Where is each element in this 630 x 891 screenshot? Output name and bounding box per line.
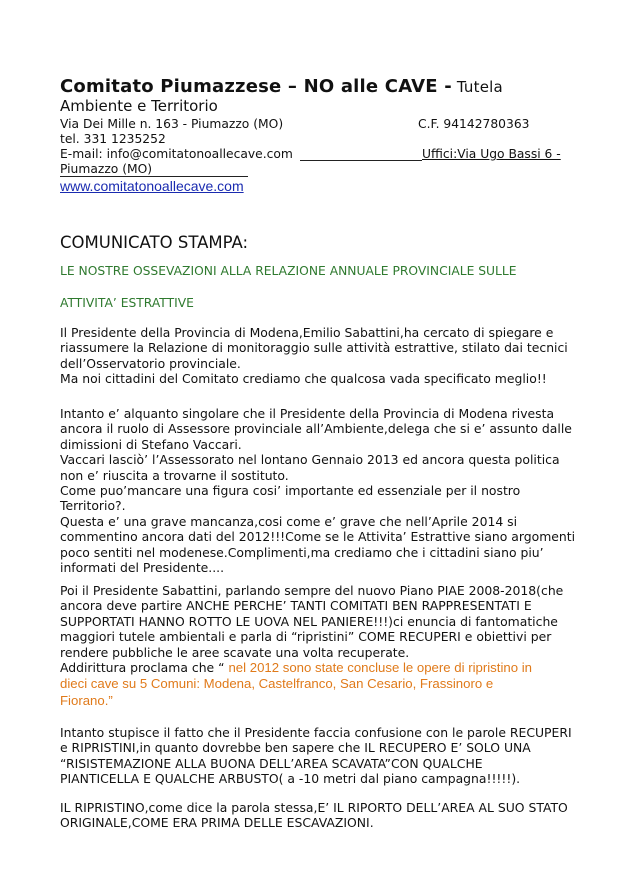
paragraph-line: dell’Osservatorio provinciale. [60, 355, 241, 371]
organization-name-bold: Comitato Piumazzese – NO alle CAVE - [60, 76, 452, 97]
paragraph-line: poco sentiti nel modenese.Complimenti,ma crediamo che i cittadini siano piu’ [60, 544, 544, 560]
subtitle-line-2: ATTIVITA’ ESTRATTIVE [60, 296, 194, 310]
paragraph-4 [60, 725, 580, 787]
phone: tel. 331 1235252 [60, 132, 166, 146]
underline-rule [300, 160, 422, 161]
office-address: Uffici:Via Ugo Bassi 6 - [422, 147, 561, 161]
paragraph-1 [60, 325, 580, 387]
underline-rule-2 [60, 176, 248, 177]
press-release-title: COMUNICATO STAMPA: [60, 233, 249, 252]
paragraph-5 [60, 800, 580, 831]
subtitle-line-1: LE NOSTRE OSSEVAZIONI ALLA RELAZIONE ANNUALE PROVINCIALE SULLE [60, 264, 517, 278]
paragraph-line: SUPPORTATI HANNO ROTTO LE UOVA NEL PANIERE!!!)ci enuncia di fantomatiche [60, 613, 558, 629]
paragraph-line: Territorio?. [60, 498, 126, 514]
quote-highlight: Fiorano.” [60, 693, 113, 709]
paragraph-line: ancora il ruolo di Assessore provinciale all’Ambiente,delega che si e’ assunto dalle [60, 421, 572, 437]
organization-name [60, 76, 503, 97]
email[interactable]: E-mail: info@comitatonoallecave.com [60, 147, 293, 161]
quote-highlight: dieci cave su 5 Comuni: Modena, Castelfranco, San Cesario, Frassinoro e [60, 676, 494, 692]
paragraph-2 [60, 406, 580, 575]
paragraph-line: Questa e’ una grave mancanza,cosi come e’ grave che nell’Aprile 2014 si [60, 513, 518, 529]
quote-line [60, 660, 580, 675]
paragraph-line: IL RIPRISTINO,come dice la parola stessa,E’ IL RIPORTO DELL’AREA AL SUO STATO [60, 800, 568, 815]
paragraph-line: riassumere la Relazione di monitoraggio sulle attività estrattive, stilato dai tecnici [60, 340, 568, 356]
paragraph-line: commentino ancora dati del 2012!!!Come se le Attivita’ Estrattive siano argomenti [60, 529, 576, 545]
paragraph-line: non e’ riuscita a trovarne il sostituto. [60, 467, 289, 483]
address: Via Dei Mille n. 163 - Piumazzo (MO) [60, 117, 284, 131]
paragraph-line: Ma noi cittadini del Comitato crediamo che qualcosa vada specificato meglio!! [60, 371, 547, 387]
paragraph-line: dimissioni di Stefano Vaccari. [60, 436, 242, 452]
paragraph-line: Intanto e’ alquanto singolare che il Presidente della Provincia di Modena rivesta [60, 406, 555, 421]
paragraph-line: ORIGINALE,COME ERA PRIMA DELLE ESCAVAZIONI. [60, 815, 374, 831]
office-city: Piumazzo (MO) [60, 162, 153, 176]
paragraph-line: PIANTICELLA E QUALCHE ARBUSTO( a -10 metri dal piano campagna!!!!!). [60, 771, 521, 787]
tax-code: C.F. 94142780363 [418, 117, 530, 131]
paragraph-line: Come puo’mancare una figura cosi’ importante ed essenziale per il nostro [60, 483, 521, 499]
paragraph-line: rendere pubbliche le aree scavate una volta recuperate. [60, 644, 410, 660]
organization-subtitle: Ambiente e Territorio [60, 97, 218, 115]
website-link[interactable]: www.comitatonoallecave.com [60, 178, 244, 194]
quote-highlight: nel 2012 sono state concluse le opere di ripristino in [228, 660, 532, 676]
paragraph-line: e RIPRISTINI,in quanto dovrebbe ben sapere che IL RECUPERO E’ SOLO UNA [60, 740, 531, 756]
paragraph-line: Poi il Presidente Sabattini, parlando sempre del nuovo Piano PIAE 2008-2018(che [60, 583, 564, 598]
paragraph-line: maggiori tutele ambientali e parla di “ripristini” COME RECUPERI e obiettivi per [60, 629, 552, 645]
quote-lead: Addirittura proclama che “ [60, 660, 229, 676]
paragraph-3 [60, 583, 580, 709]
paragraph-line: “RISISTEMAZIONE ALLA BUONA DELL’AREA SCAVATA”CON QUALCHE [60, 755, 483, 771]
organization-name-tail: Tutela [451, 78, 503, 96]
paragraph-line: Intanto stupisce il fatto che il Presidente faccia confusione con le parole RECUPERI [60, 725, 572, 740]
paragraph-line: Vaccari lasciò’ l’Assessorato nel lontano Gennaio 2013 ed ancora questa politica [60, 452, 560, 468]
paragraph-line: informati del Presidente.... [60, 560, 225, 576]
paragraph-line: Il Presidente della Provincia di Modena,Emilio Sabattini,ha cercato di spiegare e [60, 325, 554, 340]
paragraph-line: ancora deve partire ANCHE PERCHE’ TANTI COMITATI BEN RAPPRESENTATI E [60, 598, 532, 614]
